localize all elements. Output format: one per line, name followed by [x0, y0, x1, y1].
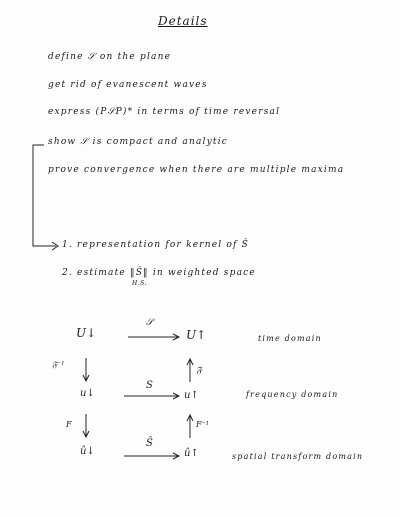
task-item: express (P𝒮P)* in terms of time reversal	[48, 107, 281, 117]
domain-label: spatial transform domain	[232, 452, 364, 461]
diagram-arrow-label: S	[146, 380, 153, 391]
task-item: prove convergence when there are multiple maxima	[48, 165, 345, 175]
subtask-item: 2. estimate ‖Ŝ‖ in weighted space	[62, 268, 256, 278]
norm-subscript: H.S.	[132, 280, 147, 287]
domain-label: time domain	[258, 334, 322, 343]
diagram-map-label: F⁻¹	[196, 420, 209, 429]
task-item: show 𝒮 is compact and analytic	[48, 137, 229, 147]
diagram-arrow-label: Ŝ	[146, 438, 153, 449]
domain-label: frequency domain	[246, 390, 339, 399]
diagram-node: û↓	[80, 446, 95, 457]
page-title: Details	[158, 14, 208, 28]
diagram-node: u↓	[80, 388, 95, 399]
diagram-arrow-label: 𝒮	[146, 318, 153, 328]
task-item: define 𝒮 on the plane	[48, 52, 172, 62]
diagram-map-label: 𝔉⁻¹	[52, 360, 65, 369]
diagram-node: U↓	[76, 326, 97, 340]
diagram-node: u↑	[184, 390, 199, 401]
subtask-item: 1. representation for kernel of Ŝ	[62, 240, 249, 250]
diagram-node: U↑	[186, 328, 207, 342]
diagram-node: û↑	[184, 448, 199, 459]
diagram-map-label: 𝔉	[196, 366, 202, 376]
task-item: get rid of evanescent waves	[48, 80, 208, 90]
diagram-map-label: F	[66, 420, 72, 429]
